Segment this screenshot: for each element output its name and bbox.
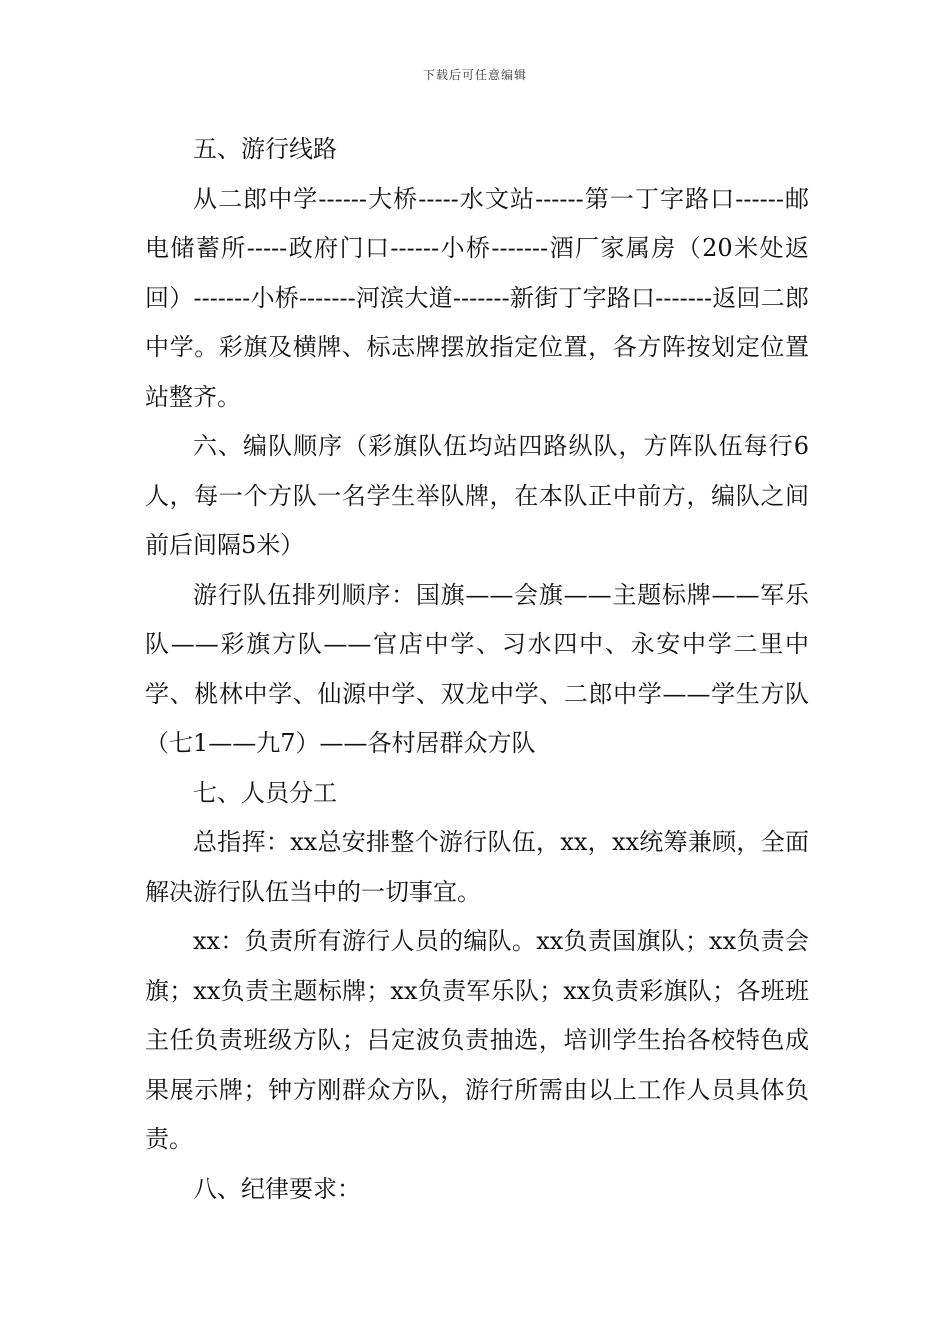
section-heading-discipline: 八、纪律要求：: [193, 1174, 361, 1203]
section-heading-formation-order: 六、编队顺序（彩旗队伍均站四路纵队，方阵队伍每行6人，每一个方队一名学生举队牌，在本队正中前方，编队之间前后间隔5米）: [145, 432, 809, 559]
page-header: 下载后可任意编辑: [422, 68, 527, 82]
paragraph-commander: 总指挥：xx总安排整个游行队伍，xx，xx统筹兼顾，全面解决游行队伍当中的一切事宜。: [145, 828, 809, 906]
section-heading-route: 五、游行线路: [193, 135, 337, 163]
paragraph-responsibilities: xx：负责所有游行人员的编队。xx负责国旗队；xx负责会旗；xx负责主题标牌；xx负责军乐队；xx负责彩旗队；各班班主任负责班级方队；吕定波负责抽选，培训学生抬各校特色成果展示牌；钟方刚群众方队，游行所需由以上工作人员具体负责。: [145, 927, 809, 1153]
document-body: [145, 125, 809, 1214]
paragraph-parade-sequence: 游行队伍排列顺序：国旗——会旗——主题标牌——军乐队——彩旗方队——官店中学、习水四中、永安中学二里中学、桃林中学、仙源中学、双龙中学、二郎中学——学生方队（七1——九7）——各村居群众方队: [145, 580, 809, 757]
section-heading-staff-division: 七、人员分工: [193, 778, 337, 807]
paragraph-route-details: 从二郎中学------大桥-----水文站------第一丁字路口------邮电储蓄所-----政府门口------小桥-------酒厂家属房（20米处返回）-------小桥-------河滨大道-------新街丁字路口-------返回二郎中学。彩旗及横牌、标志牌摆放指定位置，各方阵按划定位置站整齐。: [145, 184, 809, 411]
